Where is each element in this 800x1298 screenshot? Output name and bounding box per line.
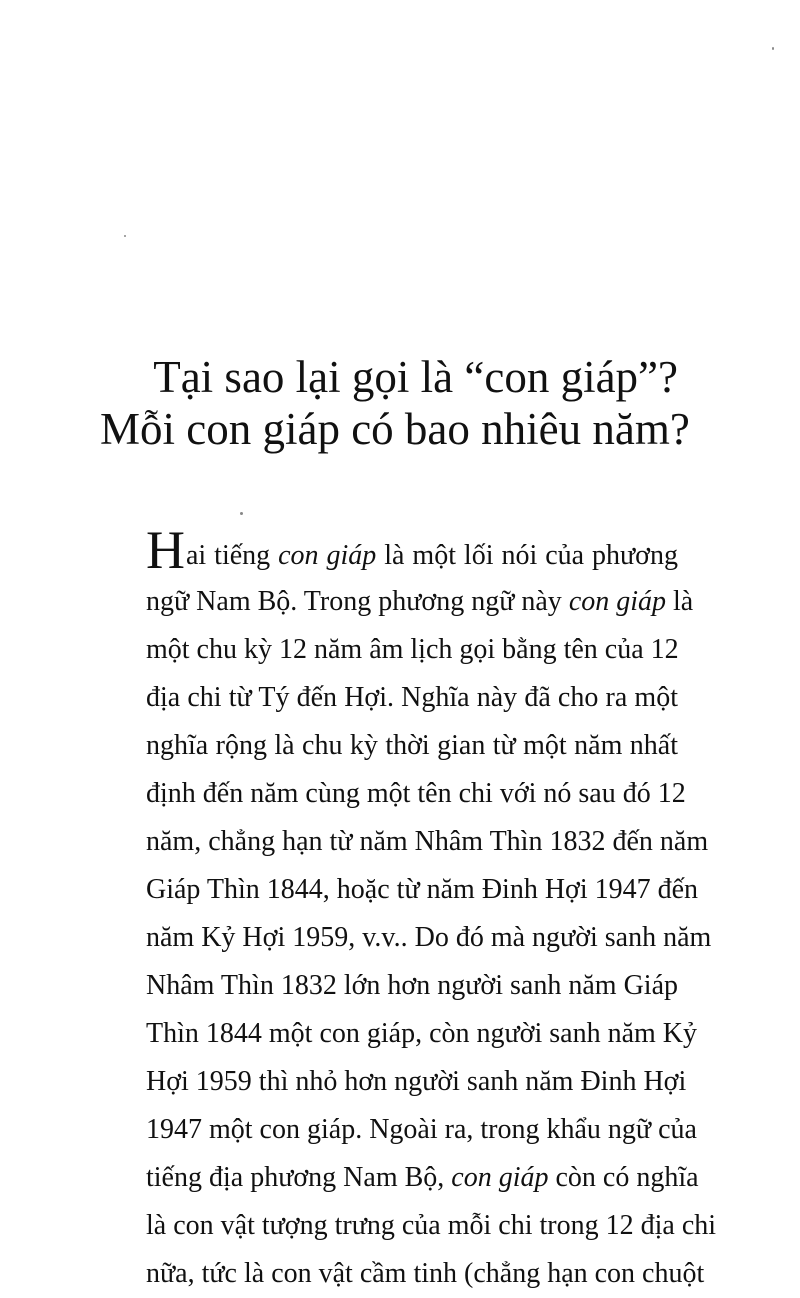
paragraph-line: năm Kỷ Hợi 1959, v.v.. Do đó mà người sanh năm — [146, 922, 712, 953]
drop-cap: H — [146, 520, 185, 580]
paragraph-line: địa chi từ Tý đến Hợi. Nghĩa này đã cho ra một — [146, 682, 678, 713]
paragraph-line: ngữ Nam Bộ. Trong phương ngữ này con giáp là — [146, 586, 694, 617]
paragraph-line: 1947 một con giáp. Ngoài ra, trong khẩu ngữ của — [146, 1114, 697, 1145]
page-speck — [772, 47, 774, 50]
paragraph-line: định đến năm cùng một tên chi với nó sau đó 12 — [146, 778, 686, 809]
paragraph-line: Nhâm Thìn 1832 lớn hơn người sanh năm Giáp — [146, 970, 678, 1001]
paragraph-line: nữa, tức là con vật cầm tinh (chẳng hạn con chuột — [146, 1258, 705, 1289]
paragraph-line: nghĩa rộng là chu kỳ thời gian từ một năm nhất — [146, 730, 678, 761]
paragraph-line: năm, chẳng hạn từ năm Nhâm Thìn 1832 đến năm — [146, 826, 709, 857]
paragraph-line: một chu kỳ 12 năm âm lịch gọi bằng tên của 12 — [146, 634, 679, 665]
paragraph-line: Thìn 1844 một con giáp, còn người sanh năm Kỷ — [146, 1018, 698, 1049]
chapter-title-line-2: Mỗi con giáp có bao nhiêu năm? — [100, 404, 690, 454]
paragraph-line: tiếng địa phương Nam Bộ, con giáp còn có nghĩa — [146, 1162, 699, 1193]
page-speck — [240, 512, 243, 515]
paragraph-line: Hợi 1959 thì nhỏ hơn người sanh năm Đinh Hợi — [146, 1066, 687, 1097]
page-speck — [124, 235, 126, 237]
chapter-title-line-1: Tại sao lại gọi là “con giáp”? — [153, 352, 678, 402]
paragraph-line: Hai tiếng con giáp là một lối nói của phương — [146, 520, 678, 580]
paragraph-line: là con vật tượng trưng của mỗi chi trong 12 địa chi — [146, 1210, 717, 1241]
paragraph-line: Giáp Thìn 1844, hoặc từ năm Đinh Hợi 1947 đến — [146, 874, 699, 905]
